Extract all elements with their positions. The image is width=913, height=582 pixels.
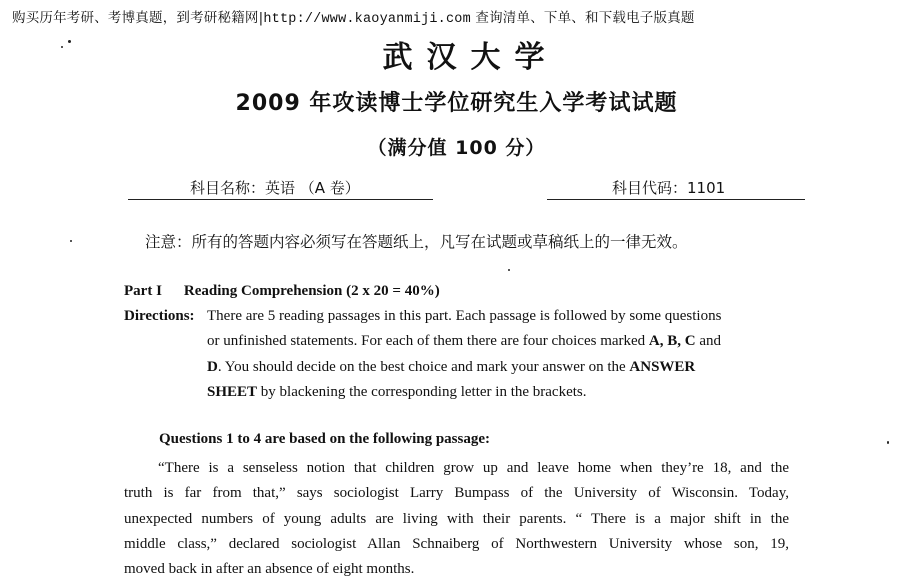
sheet-keyword: SHEET (207, 383, 258, 400)
passage-line: moved back in after an absence of eight months. (124, 561, 415, 578)
part-number: Part I (124, 283, 162, 299)
notice: 注意：所有的答题内容必须写在答题纸上，凡写在试题或草稿纸上的一律无效。 (145, 233, 688, 251)
banner-text-after: 查询清单、下单、和下载电子版真题 (470, 10, 695, 26)
directions-line (207, 380, 789, 405)
subject-name: 科目名称：英语 （A 卷） (190, 179, 360, 197)
directions-line (207, 355, 789, 380)
passage (124, 456, 789, 582)
directions-line (207, 329, 789, 354)
scan-speck (887, 441, 889, 444)
part-heading (124, 283, 440, 300)
directions-text: or unfinished statements. For each of them there are four choices marked (207, 333, 646, 350)
choice-d: D (207, 358, 218, 375)
banner-text-before: 购买历年考研、考博真题，到考研秘籍网| (12, 10, 264, 26)
directions-text: by blackening the corresponding letter in the brackets. (257, 383, 587, 400)
part-title: Reading Comprehension (2 x 20 = 40%) (183, 283, 440, 299)
exam-title: 2009 年攻读博士学位研究生入学考试试题 (235, 91, 678, 116)
directions-text: and (695, 333, 722, 350)
subject-code: 科目代码：1101 (612, 179, 726, 197)
scan-speck (70, 240, 72, 242)
passage-line: “There is a senseless notion that children grow up and leave home when they’re 18, and the (158, 460, 789, 476)
banner-url-link[interactable]: http://www.kaoyanmiji.com (263, 12, 471, 27)
directions (124, 304, 789, 405)
passage-line: truth is far from that,” says sociologist Larry Bumpass of the University of Wisconsin. Today, (124, 485, 789, 502)
university-title: 武汉大学 (382, 40, 559, 75)
directions-label: Directions: (124, 308, 195, 324)
answer-keyword: ANSWER (629, 358, 696, 375)
passage-line: unexpected numbers of young adults are living with their parents. “ There is a major shift in the (124, 510, 789, 527)
promo-banner (12, 6, 695, 27)
subject-underline-right (547, 199, 805, 200)
choices-label: A, B, C (648, 333, 696, 350)
full-score: （满分值 100 分） (367, 137, 546, 159)
passage-line: middle class,” declared sociologist Allan Schnaiberg of Northwestern University whose son, 19, (124, 535, 789, 552)
subject-underline-left (128, 199, 433, 200)
directions-text: . You should decide on the best choice and mark your answer on the (217, 358, 626, 375)
scan-speck (508, 269, 510, 271)
directions-line: There are 5 reading passages in this part. Each passage is followed by some questions (207, 308, 722, 324)
questions-heading: Questions 1 to 4 are based on the following passage: (159, 431, 490, 447)
